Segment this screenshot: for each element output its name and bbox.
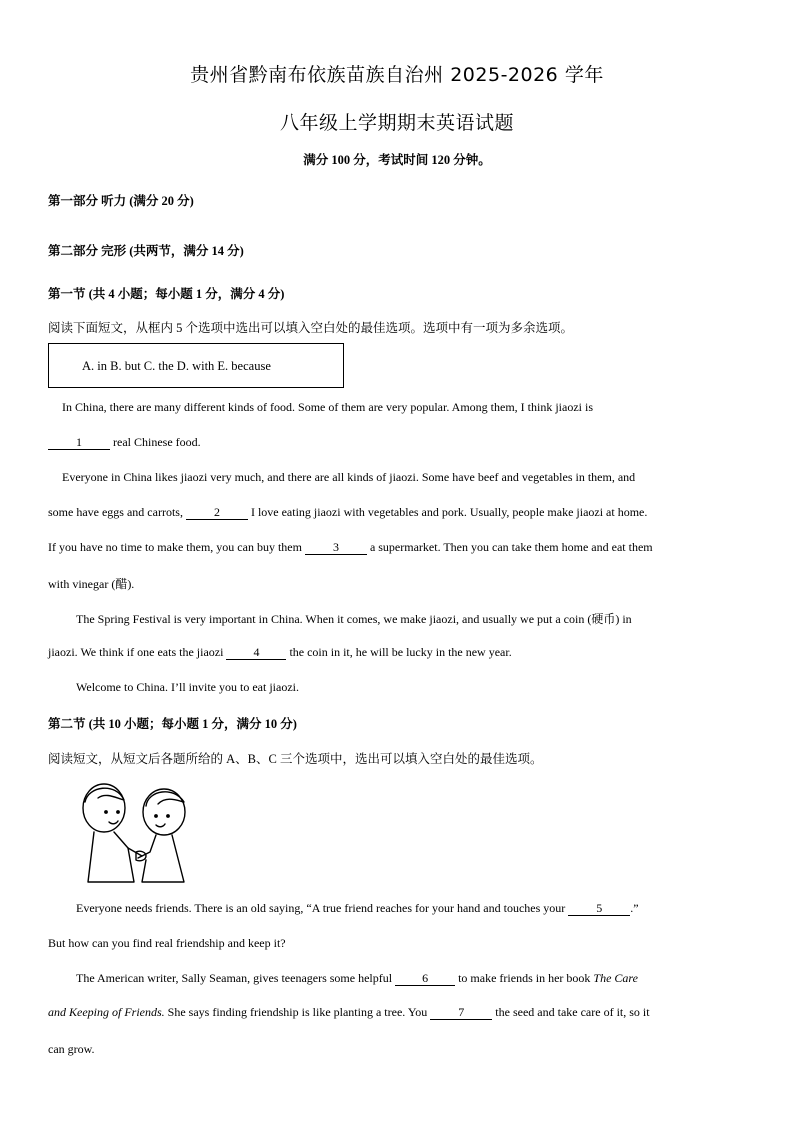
blank-7[interactable]: 7 <box>430 1006 492 1020</box>
passage1-line4 <box>48 505 647 520</box>
section2-instruction: 阅读短文，从短文后各题所给的 A、B、C 三个选项中，选出可以填入空白处的最佳选项。 <box>48 752 543 766</box>
passage2-line3b: to make friends in her book <box>458 971 591 985</box>
passage1-line5a: If you have no time to make them, you can buy them <box>48 540 302 554</box>
blank-3[interactable]: 3 <box>305 541 367 555</box>
passage1-line1: In China, there are many different kinds of food. Some of them are very popular. Among them, I think jiaozi is <box>62 400 593 414</box>
blank-2[interactable]: 2 <box>186 506 248 520</box>
passage2-line1a: Everyone needs friends. There is an old saying, “A true friend reaches for your hand and touches your <box>76 901 566 915</box>
blank-5[interactable]: 5 <box>568 902 630 916</box>
exam-title-line2: 八年级上学期期末英语试题 <box>279 112 514 134</box>
passage2-line1b: .” <box>630 901 639 915</box>
passage1-line6: with vinegar (醋). <box>48 577 135 591</box>
blank-1[interactable]: 1 <box>48 436 110 450</box>
passage2-line4b: She says finding friendship is like planting a tree. You <box>167 1005 428 1019</box>
passage1-line8 <box>48 645 512 660</box>
passage1-line8a: jiaozi. We think if one eats the jiaozi <box>48 645 224 659</box>
passage1-line2 <box>48 435 201 450</box>
section2-heading: 第二节 (共 10 小题；每小题 1 分，满分 10 分) <box>48 717 297 731</box>
passage1-line2-text: real Chinese food. <box>113 435 201 449</box>
passage1-line4a: some have eggs and carrots, <box>48 505 183 519</box>
part1-heading: 第一部分 听力 (满分 20 分) <box>48 194 194 208</box>
passage2-line1 <box>76 901 639 916</box>
book-title-part2: and Keeping of Friends. <box>48 1005 165 1019</box>
options-box <box>48 343 344 388</box>
blank-4[interactable]: 4 <box>226 646 286 660</box>
passage2-line3a: The American writer, Sally Seaman, gives teenagers some helpful <box>76 971 393 985</box>
passage1-line9: Welcome to China. I’ll invite you to eat jiaozi. <box>76 680 299 694</box>
section1-heading: 第一节 (共 4 小题；每小题 1 分，满分 4 分) <box>48 287 285 301</box>
passage1-line3: Everyone in China likes jiaozi very much, and there are all kinds of jiaozi. Some have beef and vegetables in them, and <box>62 470 636 484</box>
options-text: A. in B. but C. the D. with E. because <box>82 359 271 373</box>
passage1-line5 <box>48 540 653 555</box>
passage1-line8b: the coin in it, he will be lucky in the new year. <box>289 645 512 659</box>
passage1-line7: The Spring Festival is very important in China. When it comes, we make jiaozi, and usually we put a coin (硬币) in <box>76 612 632 626</box>
two-friends-shaking-hands-icon <box>76 778 194 886</box>
exam-subtitle: 满分 100 分，考试时间 120 分钟。 <box>303 153 491 167</box>
passage2-line4 <box>48 1005 650 1020</box>
passage1-line4b: I love eating jiaozi with vegetables and pork. Usually, people make jiaozi at home. <box>250 505 648 519</box>
passage2-line3 <box>76 971 638 986</box>
book-title-part1: The Care <box>593 971 638 985</box>
blank-6[interactable]: 6 <box>395 972 455 986</box>
passage2-line2: But how can you find real friendship and keep it? <box>48 936 286 950</box>
section1-instruction: 阅读下面短文，从框内 5 个选项中选出可以填入空白处的最佳选项。选项中有一项为多余选项。 <box>48 321 574 335</box>
part2-heading: 第二部分 完形 (共两节，满分 14 分) <box>48 244 244 258</box>
exam-title-line1: 贵州省黔南布依族苗族自治州 2025-2026 学年 <box>190 64 604 86</box>
passage2-line4c: the seed and take care of it, so it <box>495 1005 650 1019</box>
passage2-line5: can grow. <box>48 1042 95 1056</box>
passage1-line5b: a supermarket. Then you can take them home and eat them <box>369 540 653 554</box>
